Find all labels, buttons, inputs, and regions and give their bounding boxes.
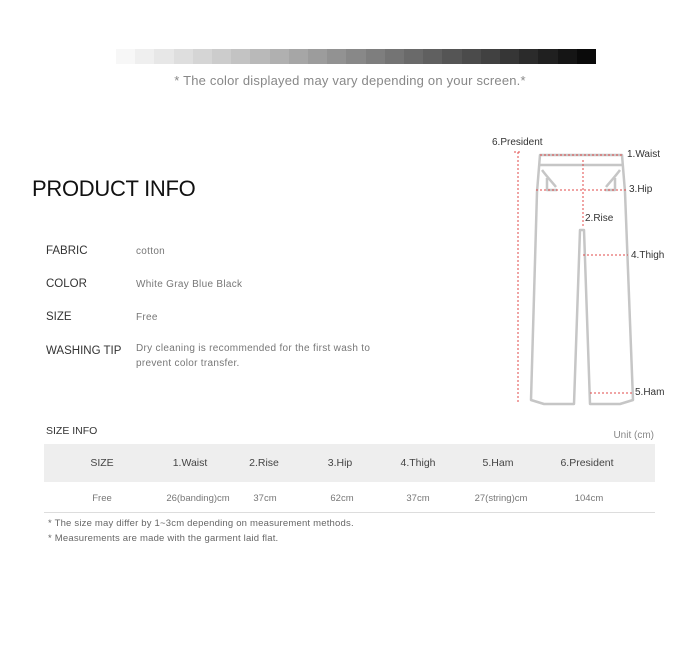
size-label: SIZE <box>46 311 72 323</box>
table-cell: 37cm <box>253 493 277 504</box>
rise-label: 2.Rise <box>585 213 614 224</box>
washing-tip-line: prevent color transfer. <box>136 358 240 369</box>
table-cell: 104cm <box>574 493 604 504</box>
ham-label: 5.Ham <box>635 387 665 398</box>
table-cell: Free <box>92 493 112 504</box>
color-label: COLOR <box>46 278 87 290</box>
fabric-label: FABRIC <box>46 245 88 257</box>
table-header-cell: 3.Hip <box>327 457 353 469</box>
table-header-cell: 2.Rise <box>249 457 279 469</box>
footnote: * The size may differ by 1~3cm depending on measurement methods. <box>48 518 354 529</box>
table-divider <box>44 512 655 513</box>
pants-outline <box>531 155 633 404</box>
table-cell: 26(banding)cm <box>166 493 230 504</box>
thigh-label: 4.Thigh <box>631 250 665 261</box>
color-notice: * The color displayed may vary depending on your screen.* <box>174 73 526 88</box>
page-title: PRODUCT INFO <box>32 176 196 201</box>
footnote: * Measurements are made with the garment laid flat. <box>48 533 279 544</box>
waist-label: 1.Waist <box>627 149 660 160</box>
table-header-cell: 5.Ham <box>482 457 514 469</box>
president-label: 6.President <box>492 137 543 148</box>
hip-label: 3.Hip <box>629 184 653 195</box>
table-header-cell: SIZE <box>90 457 114 469</box>
washing-tip-line: Dry cleaning is recommended for the first wash to <box>136 343 371 354</box>
size-value: Free <box>136 312 158 323</box>
washing-tip-label: WASHING TIP <box>46 345 122 357</box>
table-cell: 62cm <box>330 493 354 504</box>
table-cell: 37cm <box>406 493 430 504</box>
color-value: White Gray Blue Black <box>136 279 243 290</box>
size-info-title: SIZE INFO <box>46 425 98 437</box>
table-cell: 27(string)cm <box>474 493 528 504</box>
table-header-cell: 6.President <box>560 457 614 469</box>
fabric-value: cotton <box>136 246 166 257</box>
unit-label: Unit (cm) <box>613 430 654 441</box>
table-header-cell: 4.Thigh <box>400 457 436 469</box>
table-header-cell: 1.Waist <box>172 457 208 469</box>
